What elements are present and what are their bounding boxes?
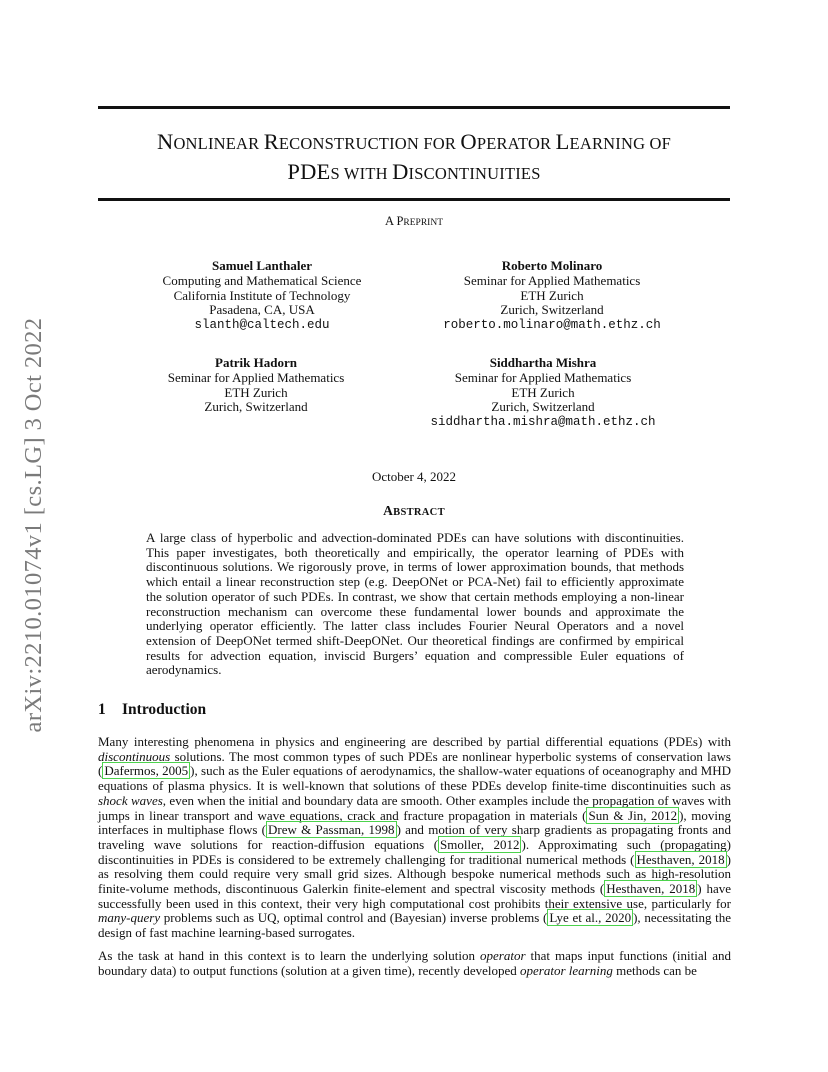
capital-text: A (383, 503, 394, 518)
body-text: problems such as UQ, optimal control and (Bayesian) inverse problems ( (160, 910, 548, 926)
author-block (102, 259, 422, 333)
author-affiliation: ETH Zurich (520, 287, 584, 303)
smallcaps-text: ECONSTRUCTION FOR (278, 134, 461, 153)
author-address: Zurich, Switzerland (500, 302, 604, 318)
body-text: ) and motion of very sharp gradients as propagating fronts and traveling wave solutions for reaction-diffusion equations ( (98, 822, 731, 852)
author-name: Patrik Hadorn (215, 355, 297, 370)
author-name: Siddhartha Mishra (489, 355, 597, 370)
author-affiliation: ETH Zurich (224, 384, 288, 400)
emphasis-text: operator (480, 948, 526, 963)
abstract-text: A large class of hyperbolic and advection-dominated PDEs can have solutions with discontinuities. This paper investigates, both theoretically and empirically, the operator learning of PDEs with discontinuous solutions. We rigorously prove, in terms of lower approximation bounds, that methods which entail a linear reconstruction step (e.g. DeepONet or PCA-Net) fail to efficiently approximate the solution operator of such PDEs. In contrast, we show that certain methods employing a non-linear reconstruction mechanism can overcome these fundamental lower bounds and approximate the underlying operator efficiently. The latter class includes Fourier Neural Operators and a novel extension of DeepONet termed shift-DeepONet. Our theoretical findings are confirmed by empirical results for advection equation, inviscid Burgers’ equation and compressible Euler equations of aerodynamics. (146, 530, 684, 678)
body-text: , even when the initial and boundary data are smooth. Other examples include the propagation of waves with jumps in linear transport and wave equations, crack and fracture propagation in materials ( (98, 792, 731, 823)
body-text: ), moving interfaces in multiphase flows ( (98, 807, 731, 838)
smallcaps-text: S WITH (330, 164, 393, 183)
emphasis-text: many-query (98, 910, 161, 926)
author-email[interactable]: roberto.molinaro@math.ethz.ch (443, 318, 661, 333)
smallcaps-text: BSTRACT (393, 507, 445, 518)
body-text: methods can be (612, 962, 697, 978)
citation-link[interactable]: Dafermos, 2005 (104, 763, 189, 779)
author-affiliation: Seminar for Applied Mathematics (454, 369, 632, 385)
body-text: ). Approximating such (propagating) discontinuities in PDEs is considered to be extremely challenging for traditional numerical methods ( (98, 836, 731, 867)
section-title: Introduction (122, 701, 207, 718)
author-affiliation: ETH Zurich (511, 384, 575, 400)
body-text: solutions. The most common types of such PDEs are nonlinear hyperbolic systems of conservation laws ( (98, 748, 731, 779)
body-text: ), necessitating the design of fast machine learning-based surrogates. (98, 910, 732, 941)
capital-text: D (392, 159, 409, 184)
capital-text: O (460, 129, 477, 154)
body-text: ) have successfully been used in this context, their very high computational cost prohibits their extensive use, particularly for (98, 881, 731, 911)
citation-link[interactable]: Drew & Passman, 1998 (268, 822, 395, 838)
author-block (392, 259, 712, 333)
citation-link[interactable]: Sun & Jin, 2012 (588, 807, 678, 823)
author-block (383, 356, 703, 430)
smallcaps-text: REPRINT (403, 218, 443, 228)
author-address: Pasadena, CA, USA (209, 302, 315, 318)
author-name: Samuel Lanthaler (211, 258, 313, 273)
intro-paragraph (98, 949, 731, 978)
section-number: 1 (98, 701, 106, 718)
author-email[interactable]: siddhartha.mishra@math.ethz.ch (430, 415, 656, 430)
smallcaps-text: EARNING OF (569, 134, 672, 153)
emphasis-text: operator learning (520, 962, 613, 978)
author-block (96, 356, 416, 415)
smallcaps-text: PERATOR (476, 134, 556, 153)
bottom-title-rule (98, 198, 730, 201)
body-text: ), such as the Euler equations of aerodynamics, the shallow-water equations of oceanography and MHD equations of plasma physics. It is well-known that solutions of these PDEs develop finite-time discontinuities such as (98, 763, 731, 794)
author-affiliation: California Institute of Technology (173, 287, 351, 303)
author-address: Zurich, Switzerland (491, 399, 595, 415)
intro-paragraph (98, 735, 731, 941)
capital-text: A P (384, 214, 404, 228)
citation-link[interactable]: Lye et al., 2020 (549, 910, 632, 926)
body-text: As the task at hand in this context is to learn the underlying solution (98, 948, 480, 963)
top-title-rule (98, 106, 730, 109)
smallcaps-text: ONLINEAR (173, 134, 264, 153)
author-affiliation: Computing and Mathematical Science (162, 272, 362, 288)
title-line-2 (60, 158, 768, 188)
preprint-label (0, 214, 828, 229)
author-affiliation: Seminar for Applied Mathematics (167, 369, 345, 385)
emphasis-text: shock waves (98, 792, 163, 808)
smallcaps-text: ISCONTINUITIES (408, 164, 541, 183)
author-name: Roberto Molinaro (501, 258, 603, 273)
capital-text: R (263, 129, 279, 154)
capital-text: L (555, 129, 570, 154)
citation-link[interactable]: Hesthaven, 2018 (606, 881, 696, 897)
body-text: Many interesting phenomena in physics and engineering are described by partial differential equations (PDEs) with (98, 734, 731, 749)
arxiv-sidebar-stamp: arXiv:2210.01074v1 [cs.LG] 3 Oct 2022 (20, 317, 47, 733)
citation-link[interactable]: Smoller, 2012 (440, 836, 520, 852)
author-affiliation: Seminar for Applied Mathematics (463, 272, 641, 288)
paper-title (60, 128, 768, 188)
author-email[interactable]: slanth@caltech.edu (194, 318, 330, 333)
emphasis-text: discontinuous (98, 748, 171, 764)
abstract-heading (0, 503, 828, 519)
section-heading (98, 701, 206, 719)
citation-link[interactable]: Hesthaven, 2018 (636, 851, 725, 867)
capital-text: N (156, 129, 174, 154)
author-address: Zurich, Switzerland (204, 399, 308, 415)
capital-text: PDE (287, 159, 331, 184)
paper-date: October 4, 2022 (371, 469, 457, 484)
body-text: that maps input functions (initial and boundary data) to output functions (solution at a given time), recently developed (98, 948, 731, 978)
title-line-1 (60, 128, 768, 158)
body-text: ) as resolving them could require very small grid sizes. Although bespoke numerical methods such as high-resolution finite-volume methods, discontinuous Galerkin finite-element and spectral viscosity methods ( (98, 851, 731, 897)
